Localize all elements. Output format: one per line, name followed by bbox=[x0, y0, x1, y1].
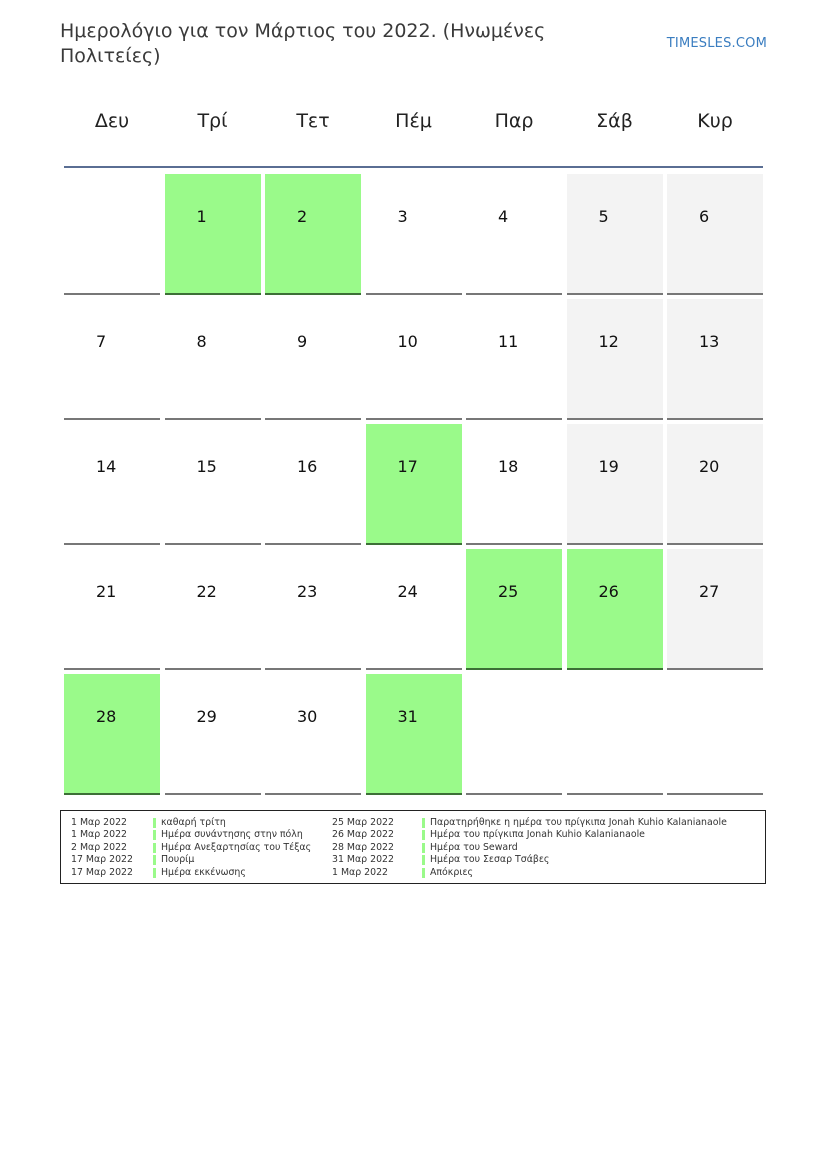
weekday-header bbox=[64, 110, 764, 150]
day-number: 26 bbox=[598, 582, 619, 601]
weekday-label: Πέμ bbox=[395, 110, 432, 132]
legend-color-marker bbox=[153, 843, 156, 853]
day-number: 16 bbox=[297, 457, 318, 476]
day-cell[interactable] bbox=[466, 299, 562, 420]
day-cell[interactable] bbox=[466, 424, 562, 545]
day-number: 25 bbox=[498, 582, 519, 601]
day-number: 1 bbox=[196, 207, 207, 226]
legend-color-marker bbox=[153, 855, 156, 865]
weekday-label: Κυρ bbox=[697, 110, 733, 132]
day-number: 8 bbox=[196, 332, 207, 351]
day-cell[interactable] bbox=[366, 174, 462, 295]
legend-color-marker bbox=[422, 843, 425, 853]
day-cell[interactable] bbox=[567, 424, 663, 545]
legend-holiday-name: Παρατηρήθηκε η ημέρα του πρίγκιπα Jonah Kuhio Kalanianaole bbox=[430, 817, 727, 828]
day-number: 12 bbox=[598, 332, 619, 351]
day-number: 17 bbox=[397, 457, 418, 476]
empty-day-cell bbox=[466, 674, 562, 795]
weekday-label: Δευ bbox=[94, 110, 130, 132]
legend-column-right bbox=[332, 817, 762, 879]
day-cell[interactable] bbox=[567, 299, 663, 420]
weekday-label: Τετ bbox=[296, 110, 330, 132]
legend-item bbox=[332, 829, 762, 841]
day-number: 15 bbox=[196, 457, 217, 476]
legend-column-left bbox=[71, 817, 331, 879]
legend-item bbox=[71, 817, 331, 829]
day-number: 21 bbox=[96, 582, 117, 601]
day-number: 13 bbox=[699, 332, 720, 351]
day-number: 29 bbox=[196, 707, 217, 726]
legend-color-marker bbox=[153, 818, 156, 828]
legend-holiday-name: Απόκριες bbox=[430, 866, 474, 878]
legend-holiday-name: Ημέρα Ανεξαρτησίας του Τέξας bbox=[161, 841, 312, 853]
day-number: 2 bbox=[297, 207, 308, 226]
day-cell[interactable] bbox=[265, 549, 361, 670]
day-number: 18 bbox=[498, 457, 519, 476]
legend-color-marker bbox=[422, 855, 425, 865]
legend-holiday-name: καθαρή τρίτη bbox=[161, 817, 226, 828]
day-cell[interactable] bbox=[567, 549, 663, 670]
header-divider bbox=[64, 166, 763, 168]
legend-holiday-name: Ημέρα του πρίγκιπα Jonah Kuhio Kalanianaole bbox=[430, 829, 645, 841]
day-cell[interactable] bbox=[667, 174, 763, 295]
legend-date: 25 Μαρ 2022 bbox=[332, 817, 394, 828]
day-number: 28 bbox=[96, 707, 117, 726]
day-cell[interactable] bbox=[265, 424, 361, 545]
day-cell[interactable] bbox=[366, 424, 462, 545]
legend-date: 1 Μαρ 2022 bbox=[71, 829, 128, 841]
legend-item bbox=[71, 867, 331, 879]
day-cell[interactable] bbox=[165, 424, 261, 545]
weekday-label: Τρί bbox=[197, 110, 228, 132]
day-number: 23 bbox=[297, 582, 318, 601]
legend-color-marker bbox=[153, 830, 156, 840]
day-number: 14 bbox=[96, 457, 117, 476]
day-number: 22 bbox=[196, 582, 217, 601]
legend-holiday-name: Ημέρα του Seward bbox=[430, 841, 518, 853]
day-cell[interactable] bbox=[466, 174, 562, 295]
day-cell[interactable] bbox=[165, 299, 261, 420]
empty-day-cell bbox=[667, 674, 763, 795]
day-number: 19 bbox=[598, 457, 619, 476]
day-cell[interactable] bbox=[64, 549, 160, 670]
day-number: 6 bbox=[699, 207, 710, 226]
day-cell[interactable] bbox=[64, 674, 160, 795]
legend-date: 1 Μαρ 2022 bbox=[332, 866, 389, 878]
calendar-grid bbox=[64, 174, 764, 796]
legend-item bbox=[71, 829, 331, 841]
site-link[interactable]: TIMESLES.COM bbox=[666, 36, 767, 51]
legend-color-marker bbox=[422, 830, 425, 840]
day-cell[interactable] bbox=[466, 549, 562, 670]
day-cell[interactable] bbox=[567, 174, 663, 295]
day-number: 10 bbox=[397, 332, 418, 351]
legend-date: 17 Μαρ 2022 bbox=[71, 854, 133, 866]
holiday-legend bbox=[60, 810, 766, 884]
legend-item bbox=[71, 854, 331, 866]
day-number: 9 bbox=[297, 332, 308, 351]
day-number: 30 bbox=[297, 707, 318, 726]
weekday-label: Σάβ bbox=[596, 110, 633, 132]
legend-date: 31 Μαρ 2022 bbox=[332, 854, 394, 866]
legend-date: 28 Μαρ 2022 bbox=[332, 841, 394, 853]
weekday-label: Παρ bbox=[494, 110, 534, 132]
day-number: 24 bbox=[397, 582, 418, 601]
day-cell[interactable] bbox=[366, 299, 462, 420]
legend-holiday-name: Ημέρα του Σεσαρ Τσάβες bbox=[430, 854, 550, 866]
legend-holiday-name: Ημέρα συνάντησης στην πόλη bbox=[161, 829, 303, 841]
day-number: 20 bbox=[699, 457, 720, 476]
day-cell[interactable] bbox=[265, 299, 361, 420]
legend-item bbox=[332, 817, 762, 829]
legend-color-marker bbox=[153, 868, 156, 878]
day-cell[interactable] bbox=[366, 674, 462, 795]
legend-item bbox=[71, 842, 331, 854]
day-cell[interactable] bbox=[667, 549, 763, 670]
day-cell[interactable] bbox=[165, 549, 261, 670]
day-cell[interactable] bbox=[667, 299, 763, 420]
day-cell[interactable] bbox=[667, 424, 763, 545]
legend-item bbox=[332, 854, 762, 866]
day-number: 11 bbox=[498, 332, 519, 351]
legend-date: 17 Μαρ 2022 bbox=[71, 866, 133, 878]
empty-day-cell bbox=[64, 174, 160, 295]
legend-date: 1 Μαρ 2022 bbox=[71, 817, 128, 828]
day-cell[interactable] bbox=[165, 174, 261, 295]
day-number: 3 bbox=[397, 207, 408, 226]
day-number: 7 bbox=[96, 332, 107, 351]
day-cell[interactable] bbox=[64, 299, 160, 420]
empty-day-cell bbox=[567, 674, 663, 795]
page-title: Ημερολόγιο για τον Μάρτιος του 2022. (Ηνωμένες Πολιτείες) bbox=[60, 20, 546, 67]
day-cell[interactable] bbox=[64, 424, 160, 545]
day-cell[interactable] bbox=[165, 674, 261, 795]
day-cell[interactable] bbox=[265, 174, 361, 295]
legend-color-marker bbox=[422, 868, 425, 878]
legend-color-marker bbox=[422, 818, 425, 828]
legend-date: 26 Μαρ 2022 bbox=[332, 829, 394, 841]
legend-item bbox=[332, 867, 762, 879]
legend-holiday-name: Ημέρα εκκένωσης bbox=[161, 866, 246, 878]
day-cell[interactable] bbox=[366, 549, 462, 670]
legend-holiday-name: Πουρίμ bbox=[161, 854, 195, 866]
day-cell[interactable] bbox=[265, 674, 361, 795]
legend-date: 2 Μαρ 2022 bbox=[71, 841, 128, 853]
legend-item bbox=[332, 842, 762, 854]
day-number: 27 bbox=[699, 582, 720, 601]
day-number: 4 bbox=[498, 207, 509, 226]
day-number: 5 bbox=[598, 207, 609, 226]
day-number: 31 bbox=[397, 707, 418, 726]
